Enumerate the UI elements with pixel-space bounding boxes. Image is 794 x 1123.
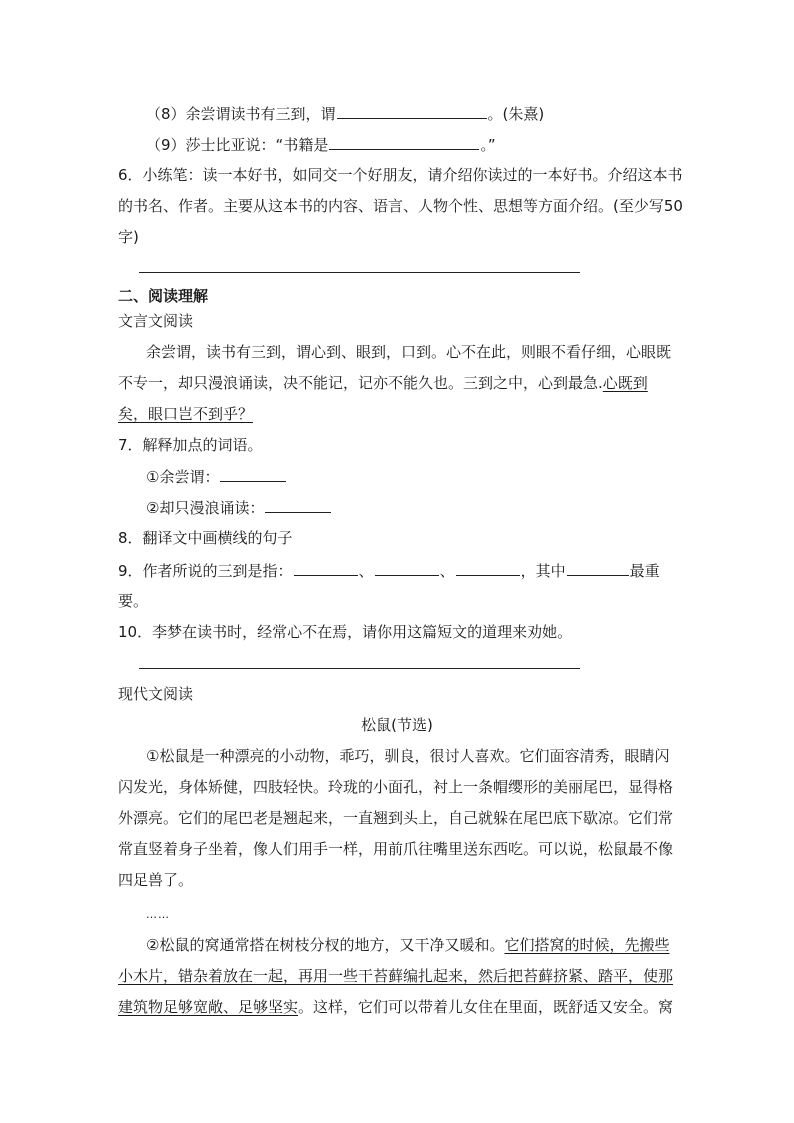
modern-p1-line2: 闪发光，身体矫健，四肢轻快。玲珑的小面孔，衬上一条帽缨形的美丽尾巴，显得格 (118, 778, 674, 796)
q9-separator: 、 (358, 562, 374, 580)
modern-p2-line1 (146, 935, 706, 955)
question-8-title: 8．翻译文中画横线的句子 (118, 529, 293, 547)
question-7-title: 7．解释加点的词语。 (118, 436, 263, 454)
question-9-line1 (118, 560, 678, 581)
question-6-line3: 字) (118, 228, 139, 246)
modern-p1-line1: ①松鼠是一种漂亮的小动物，乖巧，驯良，很讨人喜欢。它们面容清秀，眼睛闪 (146, 747, 670, 765)
answer-line[interactable] (139, 272, 580, 273)
modern-p2-text: ②松鼠的窝通常搭在树枝分杈的地方，又干净又暖和。 (146, 936, 505, 954)
question-10-title: 10．李梦在读书时，经常心不在焉，请你用这篇短文的道理来劝她。 (118, 623, 573, 641)
question-6-line1: 6．小练笔：读一本好书，如同交一个好朋友，请介绍你读过的一本好书。介绍这本书 (118, 166, 683, 184)
answer-blank[interactable] (456, 560, 520, 576)
subsection-classical: 文言文阅读 (118, 312, 194, 330)
classical-passage-line1: 余尝谓，读书有三到，谓心到、眼到，口到。心不在此，则眼不看仔细，心眼既 (146, 343, 672, 361)
q8-prefix: （8）余尝谓读书有三到，谓 (146, 105, 336, 123)
answer-blank[interactable] (220, 466, 286, 482)
q9-suffix: 。” (480, 136, 496, 154)
classical-passage-line2 (118, 373, 678, 393)
answer-blank[interactable] (294, 560, 358, 576)
modern-p1-line3: 外漂亮。它们的尾巴老是翘起来，一直翘到头上，自己就躲在尾巴底下歇凉。它们常 (118, 809, 674, 827)
answer-blank[interactable] (329, 134, 479, 150)
q9-prefix: （9）莎士比亚说：“书籍是 (146, 136, 329, 154)
q9-mid: ，其中 (520, 562, 566, 580)
question-9-quote (146, 134, 706, 155)
answer-blank[interactable] (567, 560, 629, 576)
q7-item2-label: ②却只漫浪诵读： (146, 499, 265, 517)
answer-line[interactable] (139, 668, 580, 669)
q8-suffix: 。(朱熹) (487, 105, 545, 123)
ellipsis: …… (146, 908, 170, 921)
question-9-line2: 要。 (118, 592, 149, 610)
modern-p1-line5: 四足兽了。 (118, 871, 194, 889)
question-8-quote (146, 103, 706, 124)
q9-prefix: 9．作者所说的三到是指： (118, 562, 293, 580)
answer-blank[interactable] (375, 560, 439, 576)
question-7-item1 (146, 466, 706, 487)
underlined-sentence: 心既到 (602, 374, 648, 392)
q7-item1-label: ①余尝谓： (146, 468, 220, 486)
classical-line2-text: 不专一，却只漫浪诵读，决不能记，记亦不能久也。三到之中，心到最急. (118, 374, 603, 392)
underlined-sentence: 小木片，错杂着放在一起，再用一些干苔藓编扎起来，然后把苔藓挤紧、踏平，使那 (118, 967, 674, 985)
question-7-item2 (146, 497, 706, 518)
classical-passage-line3 (118, 404, 678, 424)
passage-title: 松鼠(节选) (361, 716, 433, 734)
modern-p2-line3 (118, 997, 678, 1017)
q9-suffix: 最重 (629, 562, 660, 580)
modern-p2-line2 (118, 966, 678, 986)
answer-blank[interactable] (265, 497, 331, 513)
modern-p2-text: 。这样，它们可以带着儿女住在里面，既舒适又安全。窝 (298, 998, 674, 1016)
q9-separator: 、 (439, 562, 455, 580)
underlined-sentence: 矣，眼口岂不到乎？ (118, 405, 254, 423)
underlined-sentence: 建筑物足够宽敞、足够坚实 (118, 998, 299, 1016)
underlined-sentence: 它们搭窝的时候，先搬些 (504, 936, 670, 954)
subsection-modern: 现代文阅读 (118, 685, 194, 703)
section-heading: 二、阅读理解 (118, 287, 209, 305)
question-6-line2: 的书名、作者。主要从这本书的内容、语言、人物个性、思想等方面介绍。(至少写50 (118, 197, 683, 215)
modern-p1-line4: 常直竖着身子坐着，像人们用手一样，用前爪往嘴里送东西吃。可以说，松鼠最不像 (118, 840, 674, 858)
answer-blank[interactable] (337, 103, 487, 119)
